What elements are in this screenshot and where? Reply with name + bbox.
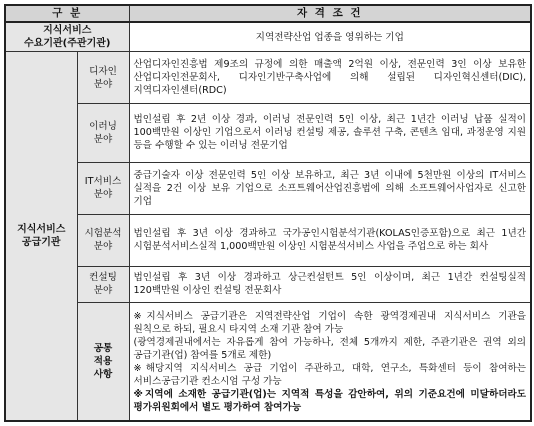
header-condition: 자 격 조 건 xyxy=(129,5,531,22)
field-condition-design: 산업디자인진흥법 제9조의 규정에 의한 매출액 2억원 이상, 전문인력 3인 이상 보유한 산업디자인전문회사, 디자인기반구축사업에 의해 설립된 디자인혁신센터(DIC), 지역디자인센터(RDC) xyxy=(129,52,531,104)
table-row-elearning xyxy=(5,104,531,162)
table-row-common xyxy=(5,303,531,421)
demand-label: 지식서비스 수요기관(주관기관) xyxy=(5,22,129,52)
common-item-2: (광역경제권내에서는 자유롭게 참여 가능하나, 전체 5개까지 제한, 주관기관은 권역 외의 공급기관(업) 참여를 5개로 제한) xyxy=(133,336,527,361)
field-condition-consulting: 법인설립 후 3년 이상 경과하고 상근컨설턴트 5인 이상이며, 최근 1년간 컨설팅실적 120백만원 이상인 컨설팅 전문회사 xyxy=(129,266,531,302)
field-name-elearning: 이러닝 분야 xyxy=(77,104,129,162)
field-condition-common xyxy=(129,303,531,421)
table-row-demand xyxy=(5,22,531,52)
field-condition-it-service: 중급기술자 이상 전문인력 5인 이상 보유하고, 최근 3년 이내에 5천만원 이상의 IT서비스 실적을 2건 이상 보유 기업으로 소프트웨어산업진흥법에 의해 소프트웨어사업자로 신고한 기업 xyxy=(129,162,531,214)
field-name-common: 공통 적용 사항 xyxy=(77,303,129,421)
demand-condition: 지역전략산업 업종을 영위하는 기업 xyxy=(129,22,531,52)
common-item-1: ※지식서비스 공급기관은 지역전략산업 기업이 속한 광역경제권내 지식서비스 기관을 원칙으로 하되, 필요시 타지역 소재 기관 참여 가능 xyxy=(133,310,527,335)
qualification-table-wrapper xyxy=(4,4,530,422)
field-condition-test-analysis: 법인설립 후 3년 이상 경과하고 국가공인시험분석기관(KOLAS인증포함)으로 최근 1년간 시험분석서비스실적 1,000백만원 이상인 시험분석서비스 사업을 주업으로 하는 회사 xyxy=(129,214,531,266)
table-row-design xyxy=(5,52,531,104)
header-category: 구 분 xyxy=(5,5,129,22)
common-item-3: ※해당지역 지식서비스 공급 기업이 주관하고, 대학, 연구소, 특화센터 등이 참여하는 서비스공급기관 컨소시엄 구성 가능 xyxy=(133,362,527,387)
common-item-4: ※지역에 소재한 공급기관(업)는 지역적 특성을 감안하여, 위의 기준요건에 미달하더라도 평가위원회에서 별도 평가하여 참여가능 xyxy=(133,388,527,413)
field-name-design: 디자인 분야 xyxy=(77,52,129,104)
field-name-test-analysis: 시험분석 분야 xyxy=(77,214,129,266)
field-name-consulting: 컨설팅 분야 xyxy=(77,266,129,302)
table-header-row xyxy=(5,5,531,22)
table-row-test-analysis xyxy=(5,214,531,266)
supply-label: 지식서비스 공급기관 xyxy=(5,52,77,421)
table-row-consulting xyxy=(5,266,531,302)
field-condition-elearning: 법인설립 후 2년 이상 경과, 이러닝 전문인력 5인 이상, 최근 1년간 이러닝 납품 실적이 100백만원 이상인 기업으로서 이러닝 컨설팅 제공, 솔루션 구축, 콘텐츠 임대, 과정운영 지원 등을 수행할 수 있는 이러닝 전문기업 xyxy=(129,104,531,162)
table-row-it-service xyxy=(5,162,531,214)
qualification-table xyxy=(4,4,532,422)
field-name-it-service: IT서비스 분야 xyxy=(77,162,129,214)
